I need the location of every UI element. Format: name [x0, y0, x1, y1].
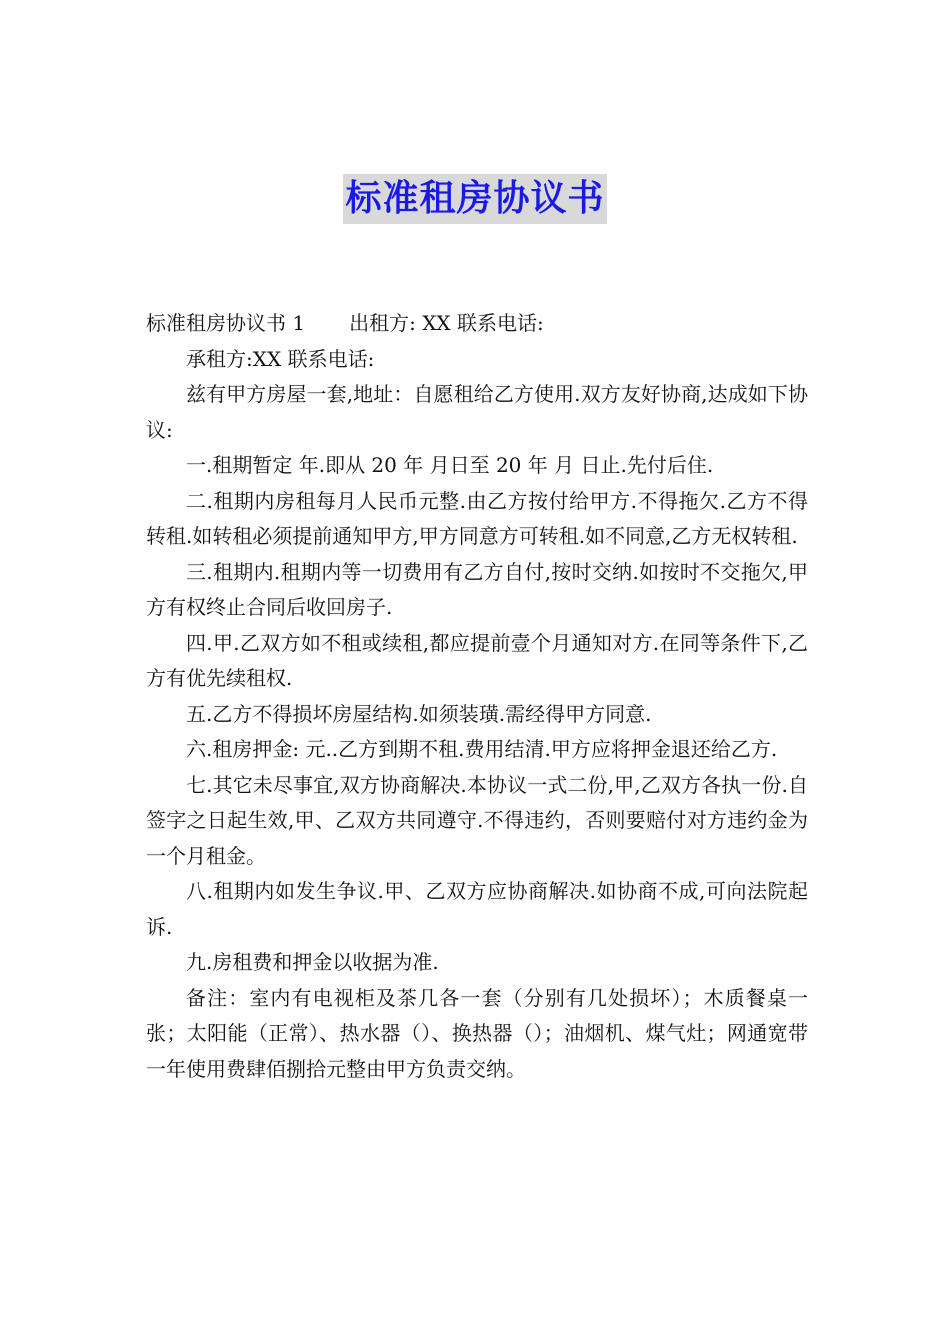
remarks: 备注：室内有电视柜及茶几各一套（分别有几处损坏）；木质餐桌一张；太阳能（正常）、热水器（）、换热器（）；油烟机、煤气灶；网通宽带一年使用费肆佰捌拾元整由甲方负责交纳。 — [146, 985, 808, 1081]
clause-4: 四.甲.乙双方如不租或续租,都应提前壹个月通知对方.在同等条件下,乙方有优先续租权. — [146, 630, 808, 690]
clause-3: 三.租期内.租期内等一切费用有乙方自付,按时交纳.如按时不交拖欠,甲方有权终止合同后收回房子. — [146, 559, 808, 619]
document-title: 标准租房协议书 — [343, 174, 606, 224]
paragraph-intro: 兹有甲方房屋一套,地址：自愿租给乙方使用.双方友好协商,达成如下协议: — [146, 382, 808, 442]
clause-5: 五.乙方不得损坏房屋结构.如须装璜.需经得甲方同意. — [186, 701, 652, 726]
clause-9: 九.房租费和押金以收据为准. — [186, 950, 439, 974]
title-wrap — [0, 174, 950, 224]
clause-7: 七.其它未尽事宜,双方协商解决.本协议一式二份,甲,乙双方各执一份.自签字之日起生效,甲、乙双方共同遵守.不得违约，否则要赔付对方违约金为一个月租金。 — [146, 772, 808, 868]
document-body — [146, 306, 808, 1087]
clause-8: 八.租期内如发生争议.甲、乙双方应协商解决.如协商不成,可向法院起诉. — [146, 879, 808, 939]
clause-1: 一.租期暂定 年.即从 20 年 月日至 20 年 月 日止.先付后住. — [186, 453, 714, 477]
paragraph-lessee: 承租方:XX 联系电话: — [186, 346, 375, 371]
clause-6: 六.租房押金: 元..乙方到期不租.费用结清.甲方应将押金退还给乙方. — [186, 737, 778, 761]
header-right: 出租方: XX 联系电话: — [349, 311, 544, 335]
clause-2: 二.租期内房租每月人民币元整.由乙方按付给甲方.不得拖欠.乙方不得转租.如转租必须提前通知甲方,甲方同意方可转租.如不同意,乙方无权转租. — [146, 488, 808, 548]
header-left: 标准租房协议书 1 — [146, 311, 306, 335]
header-line — [146, 306, 808, 342]
